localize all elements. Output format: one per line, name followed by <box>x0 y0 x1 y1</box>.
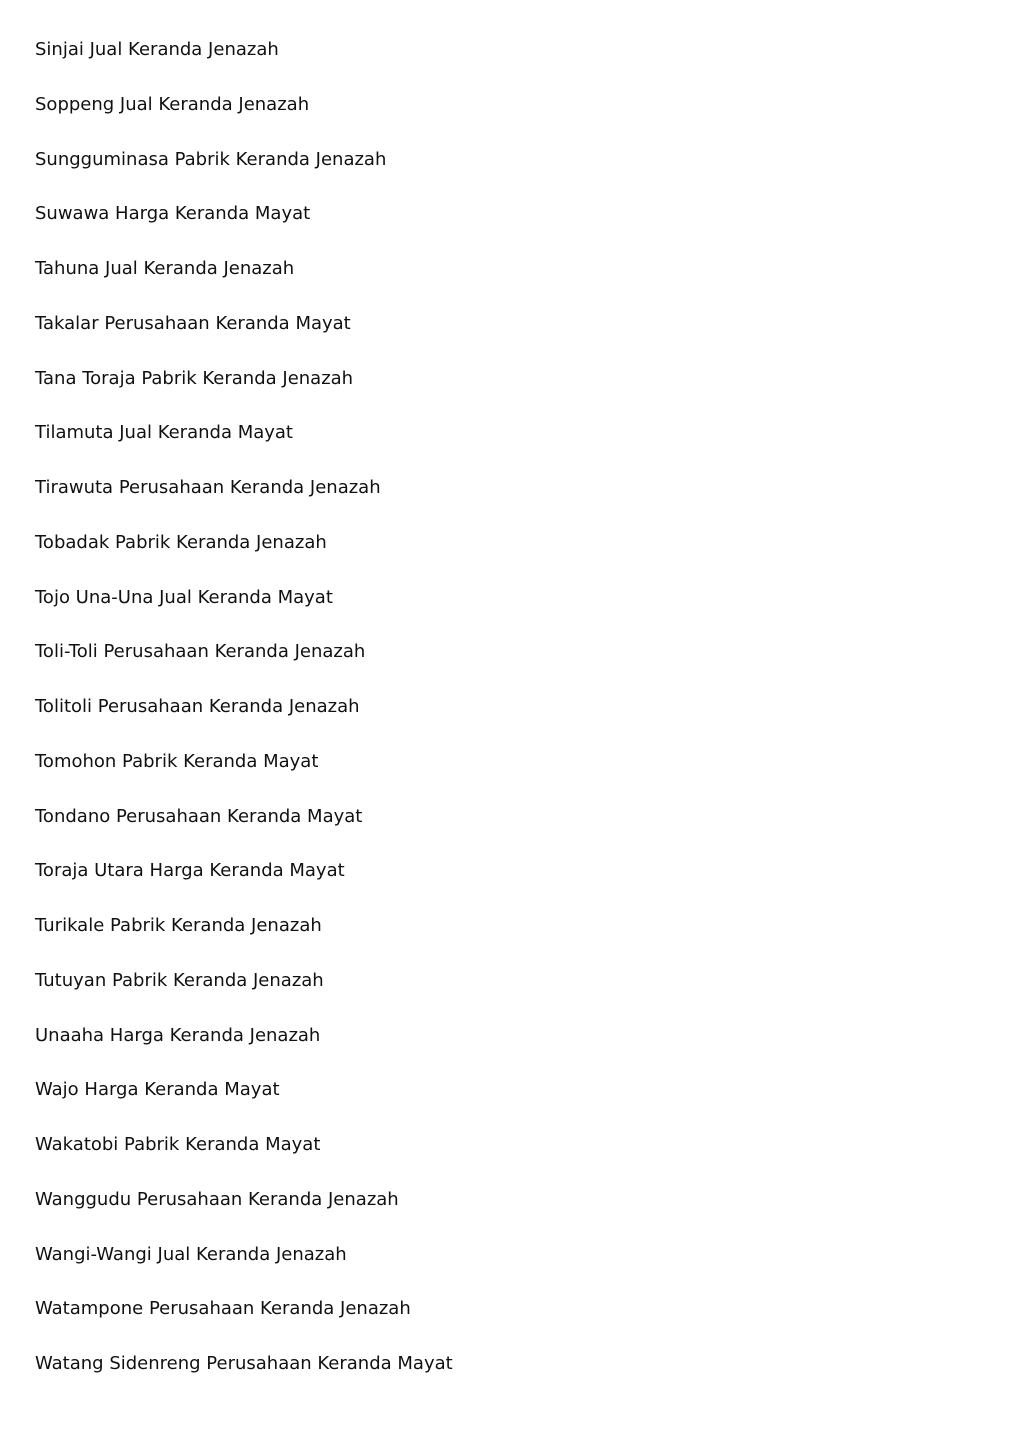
text-line: Tobadak Pabrik Keranda Jenazah <box>35 531 327 553</box>
text-line: Wakatobi Pabrik Keranda Mayat <box>35 1134 321 1155</box>
text-line: Watampone Perusahaan Keranda Jenazah <box>35 1298 411 1320</box>
text-line: Takalar Perusahaan Keranda Mayat <box>35 312 351 334</box>
text-line: Tondano Perusahaan Keranda Mayat <box>35 805 363 827</box>
text-line: Suwawa Harga Keranda Mayat <box>35 203 311 225</box>
text-line: Sungguminasa Pabrik Keranda Jenazah <box>35 148 387 170</box>
text-line-list <box>35 36 453 1405</box>
text-line: Tahuna Jual Keranda Jenazah <box>35 258 295 279</box>
text-line: Unaaha Harga Keranda Jenazah <box>35 1024 321 1046</box>
text-line: Tirawuta Perusahaan Keranda Jenazah <box>35 477 381 498</box>
text-line: Tilamuta Jual Keranda Mayat <box>35 422 293 444</box>
text-line: Wajo Harga Keranda Mayat <box>35 1079 280 1101</box>
text-line: Tutuyan Pabrik Keranda Jenazah <box>35 969 324 991</box>
text-line: Turikale Pabrik Keranda Jenazah <box>35 915 322 936</box>
text-line: Tana Toraja Pabrik Keranda Jenazah <box>35 367 354 389</box>
text-line: Toli-Toli Perusahaan Keranda Jenazah <box>35 641 366 663</box>
text-line: Soppeng Jual Keranda Jenazah <box>35 93 310 115</box>
text-line: Sinjai Jual Keranda Jenazah <box>35 39 279 60</box>
text-line: Wangi-Wangi Jual Keranda Jenazah <box>35 1243 347 1265</box>
text-line: Toraja Utara Harga Keranda Mayat <box>35 860 345 882</box>
text-line: Tolitoli Perusahaan Keranda Jenazah <box>35 696 360 717</box>
text-line: Wanggudu Perusahaan Keranda Jenazah <box>35 1188 399 1210</box>
text-line: Tomohon Pabrik Keranda Mayat <box>35 750 319 772</box>
text-line: Tojo Una-Una Jual Keranda Mayat <box>35 586 333 608</box>
text-line: Watang Sidenreng Perusahaan Keranda Mayat <box>35 1353 453 1374</box>
